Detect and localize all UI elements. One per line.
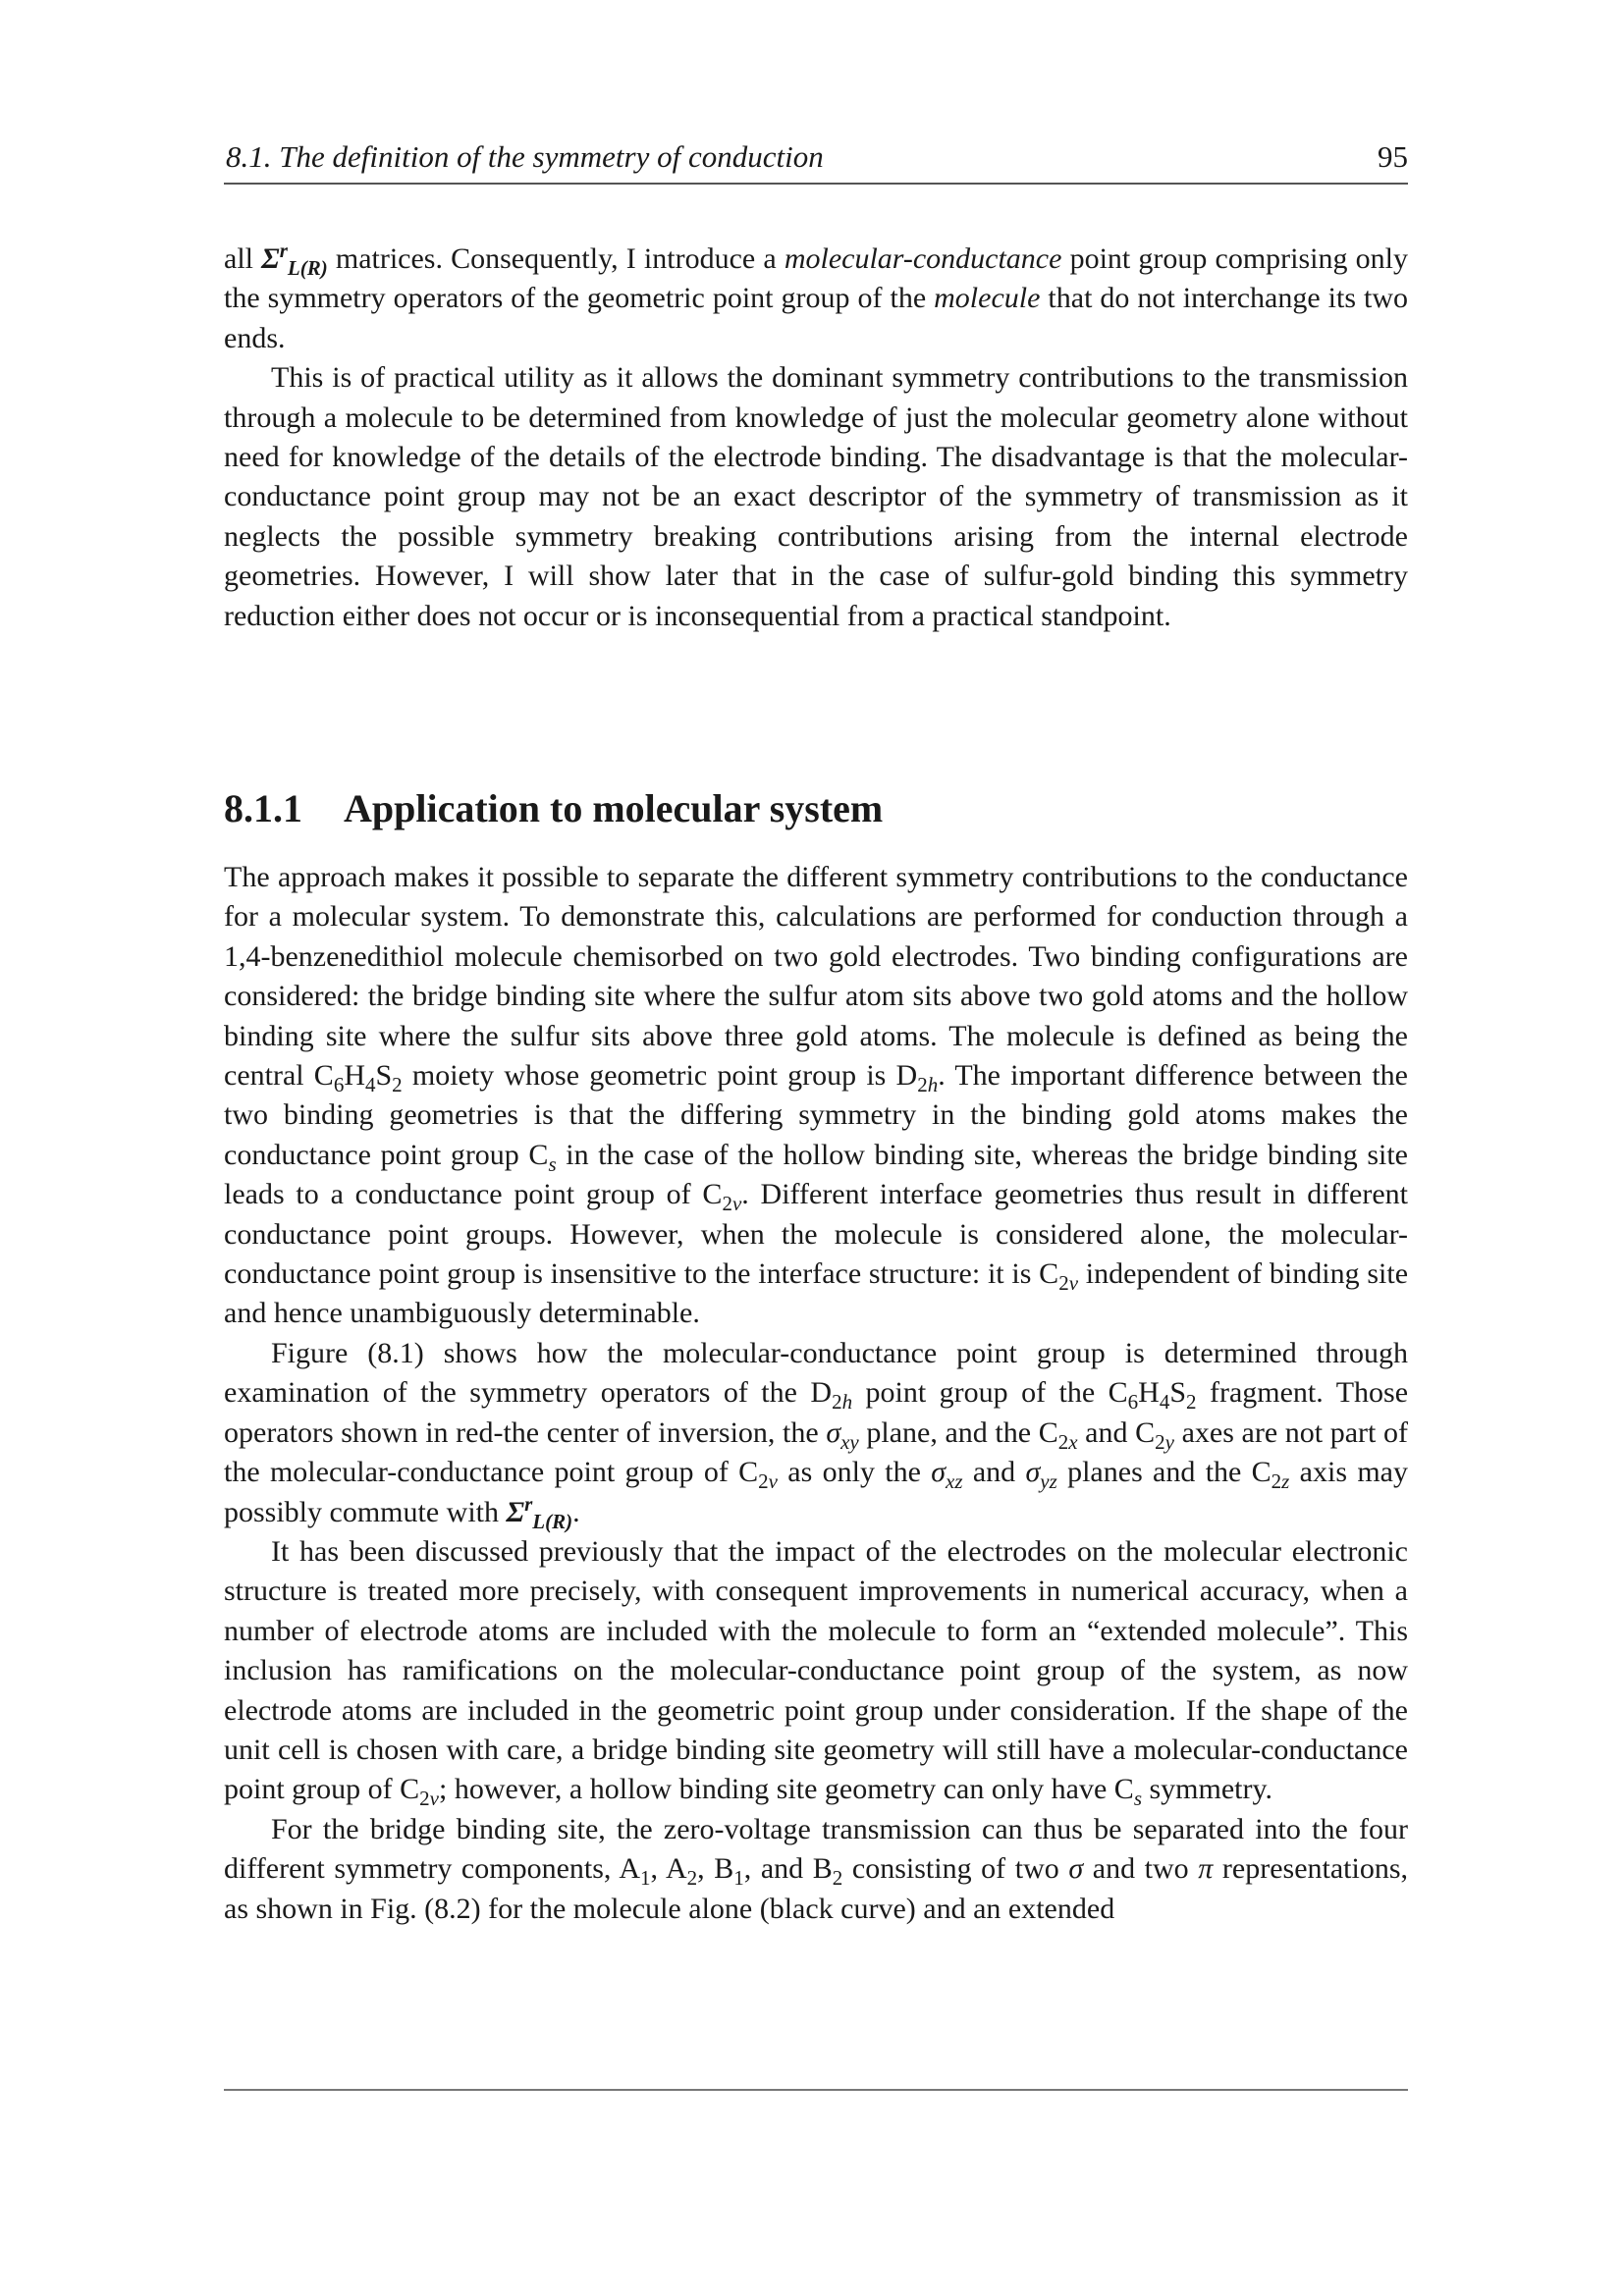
sigma-glyph: σ bbox=[931, 1456, 947, 1489]
paragraph-1: all $\Sigma^r_{L(R)}$ matrices. Consequently, I introduce a molecular-conductance point group comprising only the symmetry operators of the geometric point group of the molecule that do not interchange its two ends. bbox=[224, 239, 1409, 354]
paragraph-2: This is of practical utility as it allows the dominant symmetry contributions to the transmission through a molecule to be determined from knowledge of just the molecular geometry alone without need for knowledge of the details of the electrode binding. The disadvantage is that the molecular-conductance point group may not be an exact descriptor of the symmetry of transmission as it neglects the possible symmetry breaking contributions arising from the internal electrode geometries. However, I will show later that in the case of sulfur-gold binding this symmetry reduction either does not occur or is inconsequential from a practical standpoint. bbox=[224, 361, 1408, 632]
running-header bbox=[224, 139, 1408, 185]
pi-glyph: π bbox=[1198, 1852, 1214, 1886]
emphasis-term: molecule bbox=[934, 282, 1041, 315]
running-title: 8.1. The definition of the symmetry of conduction bbox=[226, 139, 824, 174]
sigma-glyph: σ bbox=[1025, 1456, 1041, 1489]
opening-text bbox=[224, 240, 1408, 636]
sigma-matrix-symbol: $\Sigma^r_{L(R)}$ bbox=[506, 1491, 573, 1533]
footer-rule bbox=[224, 2089, 1408, 2091]
sigma-glyph: σ bbox=[826, 1415, 841, 1449]
paragraph-5: It has been discussed previously that the impact of the electrodes on the molecular electronic structure is treated more precisely, with consequent improvements in numerical accuracy, when a number of electrode atoms are included with the molecule to form an “extended molecule”. This inclusion has ramifications on the molecular-conductance point group of the system, as now electrode atoms are included in the geometric point group under consideration. If the shape of the unit cell is chosen with care, a bridge binding site geometry will still have a molecular-conductance point group of $C_{2v}$; however, a hollow binding site geometry can only have $C_s$ symmetry. bbox=[224, 1534, 1408, 1811]
section-body bbox=[224, 858, 1408, 1929]
page-number: 95 bbox=[1378, 139, 1408, 174]
paragraph-6: For the bridge binding site, the zero-voltage transmission can thus be separated into the four different symmetry components, $A_1$, $A_2$, $B_1$, and $B_2$ consisting of two σ and two π representations, as shown in Fig. (8.2) for the molecule alone (black curve) and an extended bbox=[224, 1812, 1409, 1925]
section-title: Application to molecular system bbox=[344, 786, 884, 830]
sigma-glyph: σ bbox=[1068, 1852, 1084, 1886]
sigma-matrix-symbol: $\Sigma^r_{L(R)}$ bbox=[261, 239, 328, 280]
paragraph-4: Figure (8.1) shows how the molecular-conductance point group is determined through examination of the symmetry operators of the $D_{2h}$ point group of the $C_6H_4S_2$ fragment. Those operators shown in red-the center of inversion, the $\sigma_{xy}$ plane, and the $C_{2x}$ and $C_{2y}$ axes are not part of the molecular-conductance point group of $C_{2v}$ as only the $\sigma_{xz}$ and $\sigma_{yz}$ planes and the $C_{2z}$ axis may possibly commute with $\Sigma^r_{L(R)}$. bbox=[224, 1336, 1409, 1533]
paragraph-3: The approach makes it possible to separate the different symmetry contributions to the conductance for a molecular system. To demonstrate this, calculations are performed for conduction through a 1,4-benzenedithiol molecule chemisorbed on two gold electrodes. Two binding configurations are considered: the bridge binding site where the sulfur atom sits above two gold atoms and the hollow binding site where the sulfur sits above three gold atoms. The molecule is defined as being the central $C_6H_4S_2$ moiety whose geometric point group is $D_{2h}$. The important difference between the two binding geometries is that the differing symmetry in the binding gold atoms makes the conductance point group $C_s$ in the case of the hollow binding site, whereas the bridge binding site leads to a conductance point group of $C_{2v}$. Different interface geometries thus result in different conductance point groups. However, when the molecule is considered alone, the molecular-conductance point group is insensitive to the interface structure: it is $C_{2v}$ independent of binding site and hence unambiguously determinable. bbox=[224, 861, 1409, 1330]
emphasis-term: molecular-conductance bbox=[784, 242, 1062, 275]
section-heading bbox=[224, 785, 1408, 831]
section-number: 8.1.1 bbox=[224, 786, 302, 830]
